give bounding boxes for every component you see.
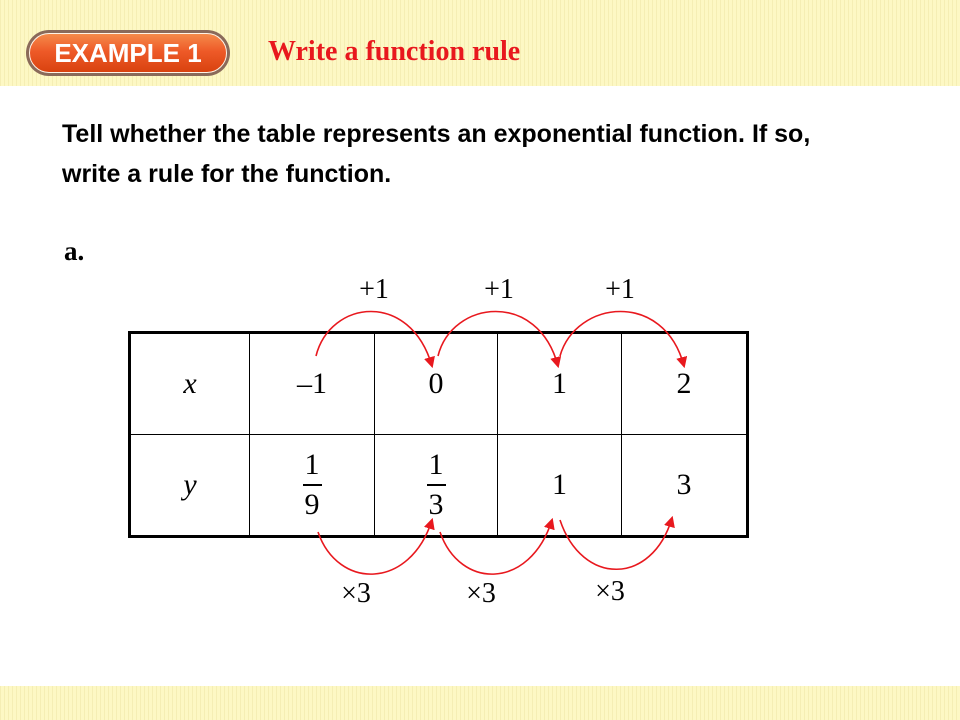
x-value-cell: 1 [498, 333, 622, 435]
fraction-numerator: 1 [304, 448, 320, 481]
difference-label: +1 [359, 274, 389, 305]
difference-label: +1 [605, 274, 635, 305]
instruction-text: Tell whether the table represents an exponential function. If so, write a rule for the function. [62, 120, 811, 188]
ratio-label: ×3 [466, 578, 496, 609]
table-row [130, 333, 748, 435]
x-value-cell: 0 [375, 333, 498, 435]
fraction [303, 450, 322, 520]
y-value-cell [250, 435, 375, 537]
fraction [427, 450, 446, 520]
example-badge [26, 30, 230, 76]
x-value-cell: –1 [250, 333, 375, 435]
footer-band [0, 686, 960, 720]
x-header-cell: x [130, 333, 250, 435]
y-header-cell: y [130, 435, 250, 537]
header-title: Write a function rule [268, 36, 521, 67]
ratio-label: ×3 [341, 578, 371, 609]
fraction-denominator: 3 [428, 488, 444, 521]
y-value-cell: 1 [498, 435, 622, 537]
table-row [130, 435, 748, 537]
example-badge-label: EXAMPLE 1 [54, 38, 202, 68]
fraction-numerator: 1 [428, 448, 444, 481]
y-value-cell [375, 435, 498, 537]
part-label: a. [64, 236, 85, 266]
fraction-denominator: 9 [304, 488, 320, 521]
ratio-label: ×3 [595, 576, 625, 607]
value-table [128, 331, 749, 538]
x-value-cell: 2 [622, 333, 748, 435]
y-value-cell: 3 [622, 435, 748, 537]
difference-label: +1 [484, 274, 514, 305]
